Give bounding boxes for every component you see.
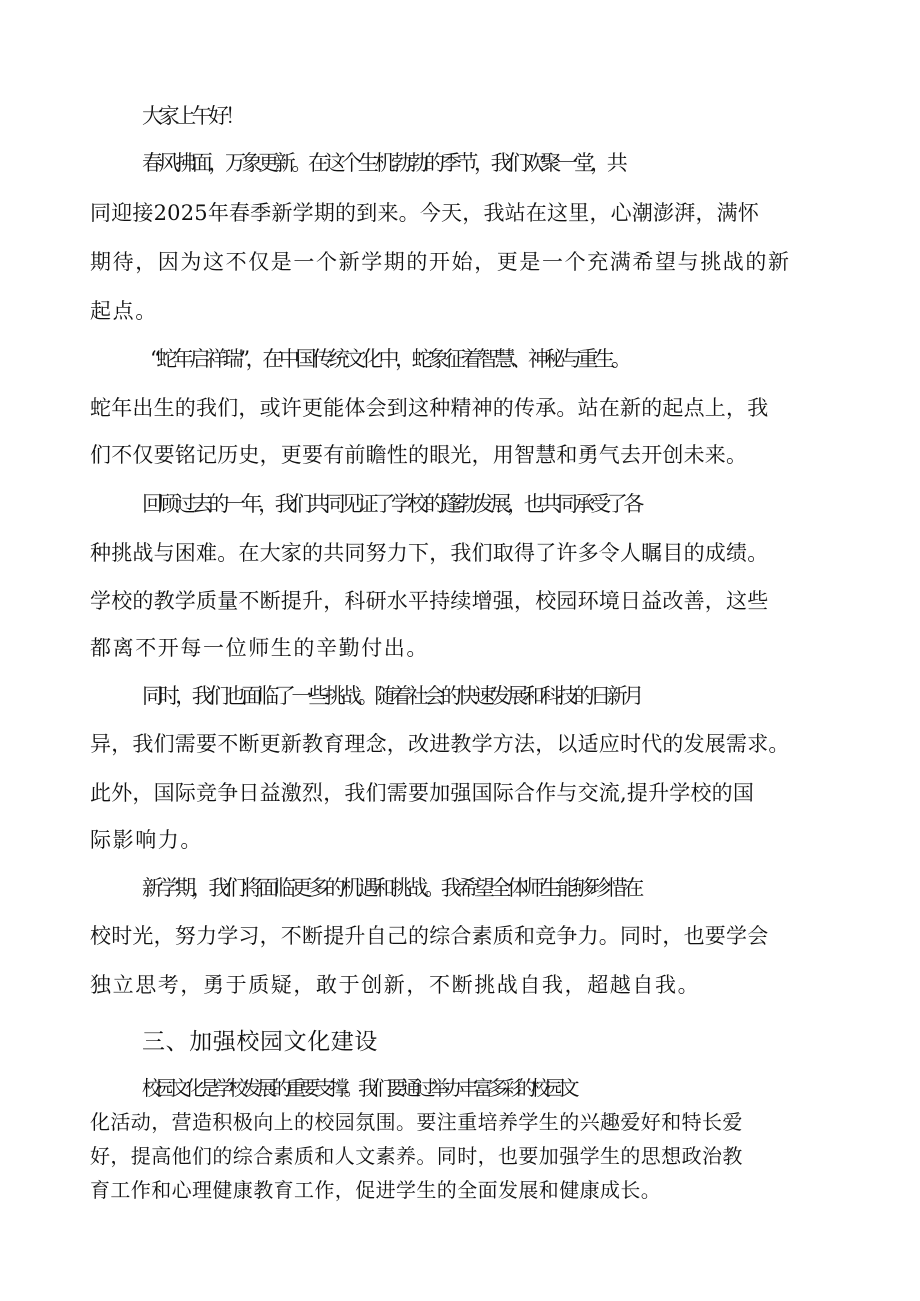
paragraph-5-line-3: 独立思考，勇于质疑，敢于创新，不断挑战自我，超越自我。	[90, 973, 701, 997]
paragraph-2-line-3: 们不仅要铭记历史，更要有前瞻性的眼光，用智慧和勇气去开创未来。	[90, 443, 748, 467]
paragraph-2-line-2: 蛇年出生的我们，或许更能体会到这种精神的传承。站在新的起点上，我	[90, 396, 769, 420]
paragraph-4-line-2: 异，我们需要不断更新教育理念，改进教学方法，以适应时代的发展需求。	[90, 732, 790, 756]
section-paragraph-line-4: 育工作和心理健康教育工作，促进学生的全面发展和健康成长。	[90, 1178, 662, 1202]
paragraph-4-line-3: 此外，国际竞争日益激烈，我们需要加强国际合作与交流,提升学校的国	[90, 781, 755, 805]
section-paragraph-line-2: 化活动，营造积极向上的校园氛围。要注重培养学生的兴趣爱好和特长爱	[90, 1110, 743, 1134]
section-paragraph-line-3: 好，提高他们的综合素质和人文素养。同时，也要加强学生的思想政治教	[90, 1144, 743, 1168]
paragraph-2-line-1: “蛇年启祥瑞”，在中国传统文化中，蛇象征着智慧、神秘与重生。	[150, 347, 628, 371]
paragraph-1-line-2: 同迎接2025年春季新学期的到来。今天，我站在这里，心潮澎湃，满怀	[90, 201, 760, 225]
paragraph-1-line-4: 起点。	[90, 299, 158, 323]
paragraph-5-line-2: 校时光，努力学习，不断提升自己的综合素质和竞争力。同时，也要学会	[90, 924, 769, 948]
paragraph-4-line-4: 际影响力。	[90, 828, 203, 852]
section-paragraph-line-1: 校园文化是学校发展的重要支撑。我们要通过举办丰富多彩的校园文	[142, 1076, 574, 1100]
paragraph-5-line-1: 新学期，我们将面临更多的机遇和挑战。我希望全体师生能够珍惜在	[142, 876, 640, 900]
paragraph-4-line-1: 同时，我们也面临了一些挑战。随着社会的快速发展和科技的日新月	[142, 684, 640, 708]
paragraph-3-line-1: 回顾过去的一年，我们共同见证了学校的蓬勃发展，也共同承受了各	[142, 492, 640, 516]
paragraph-3-line-2: 种挑战与困难。在大家的共同努力下，我们取得了许多令人瞩目的成绩。	[90, 541, 769, 565]
paragraph-1-line-3: 期待，因为这不仅是一个新学期的开始，更是一个充满希望与挑战的新	[90, 250, 791, 274]
paragraph-1-line-1: 春风拂面，万象更新。在这个生机勃勃的季节，我们欢聚一堂，共	[142, 151, 624, 175]
greeting: 大家上午好！	[142, 104, 242, 128]
paragraph-3-line-3: 学校的教学质量不断提升，科研水平持续增强，校园环境日益改善，这些	[90, 589, 769, 613]
section-heading: 三、加强校园文化建设	[142, 1029, 378, 1055]
paragraph-3-line-4: 都离不开每一位师生的辛勤付出。	[90, 636, 429, 660]
